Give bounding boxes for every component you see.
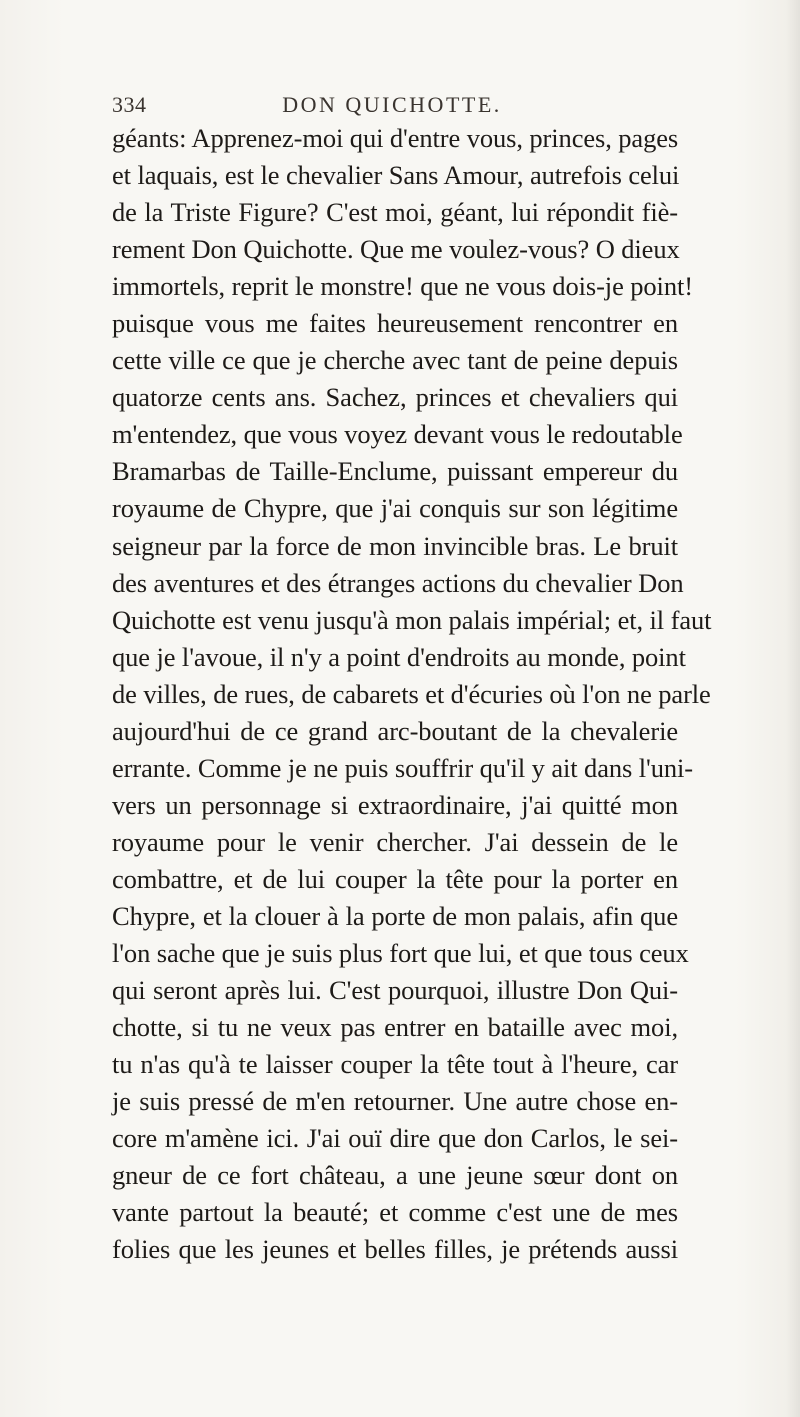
text-line: seigneur par la force de mon invincible bras. Le bruit [112, 530, 678, 561]
text-line: que je l'avoue, il n'y a point d'endroits au monde, point [112, 641, 686, 672]
page-edge-shadow [786, 0, 800, 1417]
text-line: folies que les jeunes et belles filles, je prétends aussi [112, 1234, 678, 1265]
text-line: m'entendez, que vous voyez devant vous le redoutable [112, 419, 683, 450]
text-line: cette ville ce que je cherche avec tant de peine depuis [112, 345, 678, 376]
text-line: combattre, et de lui couper la tête pour la porter en [112, 863, 678, 894]
text-line: quatorze cents ans. Sachez, princes et chevaliers qui [112, 382, 678, 413]
text-line: de villes, de rues, de cabarets et d'écuries où l'on ne parle [112, 678, 711, 709]
text-line: Quichotte est venu jusqu'à mon palais impérial; et, il faut [112, 604, 712, 635]
text-line: de la Triste Figure? C'est moi, géant, lui répondit fiè- [112, 197, 678, 228]
text-line: errante. Comme je ne puis souffrir qu'il y ait dans l'uni- [112, 752, 693, 783]
text-line: qui seront après lui. C'est pourquoi, illustre Don Qui- [112, 975, 678, 1006]
text-line: Chypre, et la clouer à la porte de mon palais, afin que [112, 900, 678, 931]
page-number: 334 [112, 92, 147, 117]
text-line: aujourd'hui de ce grand arc-boutant de la chevalerie [112, 715, 678, 746]
text-line: royaume de Chypre, que j'ai conquis sur son légitime [112, 493, 678, 524]
text-line: je suis pressé de m'en retourner. Une autre chose en- [112, 1086, 678, 1117]
running-title: DON QUICHOTTE. [282, 92, 502, 117]
text-line: des aventures et des étranges actions du chevalier Don [112, 567, 684, 598]
text-line: royaume pour le venir chercher. J'ai dessein de le [112, 826, 678, 857]
text-line: tu n'as qu'à te laisser couper la tête tout à l'heure, car [112, 1049, 678, 1080]
text-line: Bramarbas de Taille-Enclume, puissant empereur du [112, 456, 678, 487]
text-line: chotte, si tu ne veux pas entrer en bataille avec moi, [112, 1012, 678, 1043]
text-line: géants: Apprenez-moi qui d'entre vous, princes, pages [112, 123, 679, 153]
text-line: vante partout la beauté; et comme c'est une de mes [112, 1197, 678, 1228]
text-line: puisque vous me faites heureusement rencontrer en [112, 308, 678, 339]
text-line: l'on sache que je suis plus fort que lui, et que tous ceux [112, 938, 689, 969]
text-line: vers un personnage si extraordinaire, j'ai quitté mon [112, 789, 678, 820]
text-line: et laquais, est le chevalier Sans Amour, autrefois celui [112, 160, 680, 191]
text-line: rement Don Quichotte. Que me voulez-vous? O dieux [112, 234, 680, 265]
text-line: core m'amène ici. J'ai ouï dire que don Carlos, le sei- [112, 1123, 678, 1154]
body-text [112, 120, 712, 1268]
text-line: immortels, reprit le monstre! que ne vous dois-je point! [112, 271, 693, 302]
text-line: gneur de ce fort château, a une jeune sœur dont on [112, 1160, 678, 1191]
